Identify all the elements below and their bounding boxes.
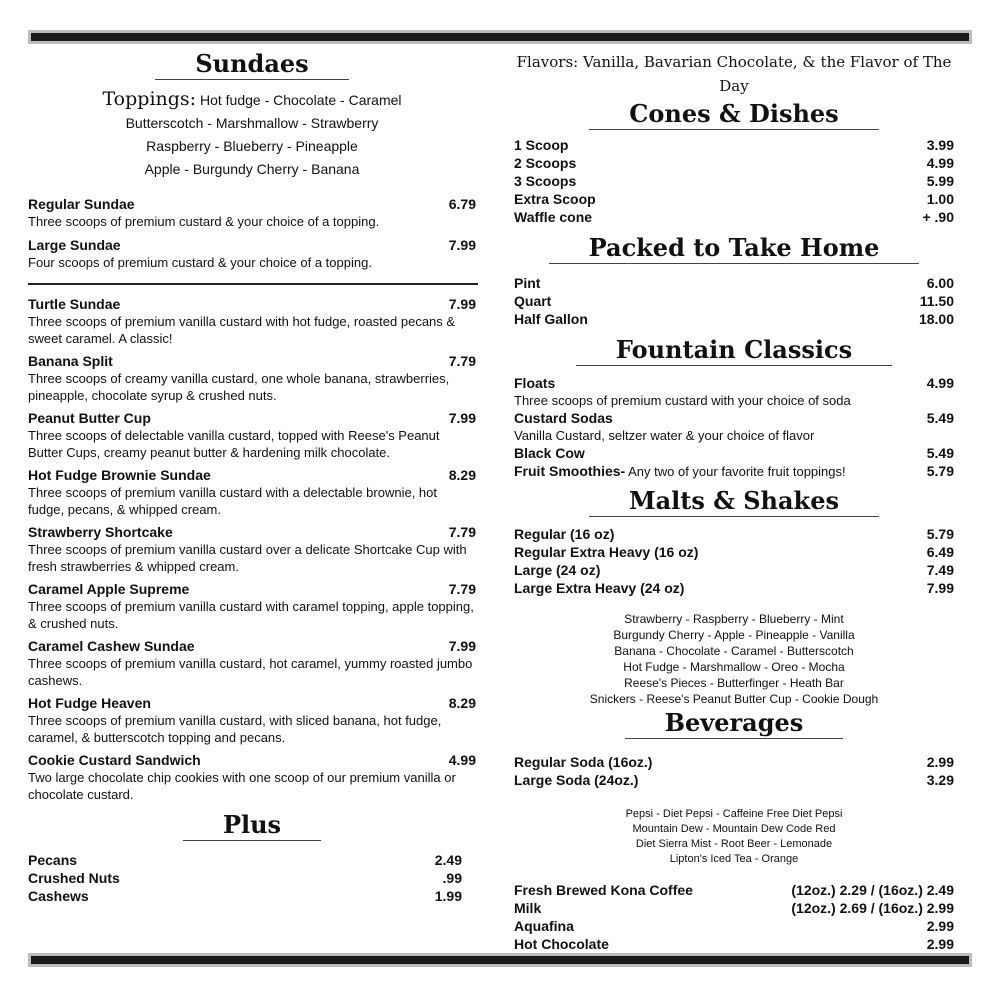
item-price: (12oz.) 2.69 / (16oz.) 2.99 xyxy=(791,900,954,916)
item-name: Floats xyxy=(514,375,556,391)
item-price: 2.99 xyxy=(926,754,954,770)
item-name: Fresh Brewed Kona Coffee xyxy=(514,882,693,898)
beverages-heading xyxy=(514,709,954,739)
bottom-border-bar xyxy=(28,953,972,967)
item-price: 4.99 xyxy=(448,752,476,768)
item-name: Strawberry Shortcake xyxy=(28,524,173,540)
item-price: 4.99 xyxy=(926,155,954,171)
flavor-line: Banana - Chocolate - Caramel - Butterscotch xyxy=(614,644,854,658)
item-price: 5.79 xyxy=(926,526,954,542)
list-item xyxy=(514,444,954,462)
menu-item xyxy=(28,466,476,518)
list-item xyxy=(514,881,954,899)
item-price: 18.00 xyxy=(918,311,954,327)
item-name: Caramel Apple Supreme xyxy=(28,581,190,597)
item-desc: Two large chocolate chip cookies with one scoop of our premium vanilla or chocolate custard. xyxy=(28,770,456,802)
list-item xyxy=(28,887,476,905)
item-price: 3.29 xyxy=(926,772,954,788)
list-item xyxy=(514,409,954,427)
item-name: Pecans xyxy=(28,852,78,868)
item-price: 7.99 xyxy=(926,580,954,596)
item-price: 5.79 xyxy=(926,463,954,479)
item-name: Milk xyxy=(514,900,542,916)
item-price: 7.79 xyxy=(448,581,476,597)
menu-item xyxy=(28,409,476,461)
malts-list xyxy=(514,525,954,597)
section-divider xyxy=(28,283,478,285)
soda-list xyxy=(514,753,954,789)
item-desc: Three scoops of premium vanilla custard with hot fudge, roasted pecans & sweet caramel. A classic! xyxy=(28,314,456,346)
item-name: Turtle Sundae xyxy=(28,296,121,312)
item-name: Crushed Nuts xyxy=(28,870,120,886)
menu-item xyxy=(28,751,476,803)
item-price: 6.00 xyxy=(926,275,954,291)
toppings-line-3: Raspberry - Blueberry - Pineapple xyxy=(146,138,358,154)
packed-heading xyxy=(514,234,954,264)
list-item xyxy=(514,310,954,328)
item-desc: Three scoops of creamy vanilla custard, one whole banana, strawberries, pineapple, chocolate syrup & crushed nuts. xyxy=(28,371,450,403)
menu-item xyxy=(28,195,476,230)
item-name: Hot Fudge Brownie Sundae xyxy=(28,467,211,483)
item-price: 7.99 xyxy=(448,410,476,426)
item-head xyxy=(28,195,476,213)
basic-sundaes xyxy=(28,195,476,271)
flavor-line: Reese's Pieces - Butterfinger - Heath Bar xyxy=(624,676,844,690)
item-name: 2 Scoops xyxy=(514,155,577,171)
item-name: Cookie Custard Sandwich xyxy=(28,752,201,768)
packed-list xyxy=(514,274,954,328)
list-item xyxy=(514,899,954,917)
item-price: 2.49 xyxy=(434,852,462,868)
menu-item xyxy=(28,694,476,746)
list-item xyxy=(514,374,954,392)
item-price: 6.79 xyxy=(448,196,476,212)
soda-line: Lipton's Iced Tea - Orange xyxy=(669,853,799,865)
list-item xyxy=(514,190,954,208)
list-item xyxy=(514,935,954,953)
item-price: 7.99 xyxy=(448,638,476,654)
list-item xyxy=(514,136,954,154)
item-name: Cashews xyxy=(28,888,89,904)
list-item xyxy=(514,561,954,579)
item-price: 5.49 xyxy=(926,410,954,426)
item-name: 1 Scoop xyxy=(514,137,569,153)
toppings-line-1 xyxy=(28,88,476,112)
item-desc: Three scoops of premium vanilla custard with a delectable brownie, hot fudge, pecans, & whipped cream. xyxy=(28,485,437,517)
malts-title: Malts & Shakes xyxy=(589,487,879,517)
item-head xyxy=(28,580,476,598)
item-price: 8.29 xyxy=(448,695,476,711)
item-name: Large Extra Heavy (24 oz) xyxy=(514,580,685,596)
soda-line: Mountain Dew - Mountain Dew Code Red xyxy=(632,823,836,835)
item-price: 7.99 xyxy=(448,296,476,312)
shake-flavors xyxy=(514,611,954,707)
item-price: 3.99 xyxy=(926,137,954,153)
list-item xyxy=(514,771,954,789)
item-desc: Three scoops of premium custard with your choice of soda xyxy=(514,393,851,408)
list-item xyxy=(514,917,954,935)
menu-item xyxy=(28,580,476,632)
item-price: 1.00 xyxy=(926,191,954,207)
soda-line: Pepsi - Diet Pepsi - Caffeine Free Diet Pepsi xyxy=(625,808,843,820)
item-name: Regular (16 oz) xyxy=(514,526,615,542)
soda-flavors xyxy=(514,807,954,867)
item-name: Large Sundae xyxy=(28,237,121,253)
item-desc: Any two of your favorite fruit toppings! xyxy=(625,464,846,479)
list-item xyxy=(514,543,954,561)
sundaes-heading xyxy=(28,50,476,80)
menu-item xyxy=(28,637,476,689)
left-column xyxy=(28,50,476,905)
menu-item xyxy=(28,236,476,271)
item-price: 4.99 xyxy=(926,375,954,391)
right-column xyxy=(514,50,954,971)
item-name: Regular Soda (16oz.) xyxy=(514,754,653,770)
item-name: 3 Scoops xyxy=(514,173,577,189)
smoothie-label xyxy=(514,462,846,481)
item-desc: Three scoops of premium vanilla custard over a delicate Shortcake Cup with fresh strawberries & whipped cream. xyxy=(28,542,467,574)
item-head xyxy=(28,751,476,769)
list-item xyxy=(514,462,954,481)
item-name: Large (24 oz) xyxy=(514,562,601,578)
list-item xyxy=(514,172,954,190)
fountain-title: Fountain Classics xyxy=(576,336,892,366)
item-price: 2.99 xyxy=(926,936,954,952)
item-price: + .90 xyxy=(922,209,954,225)
item-desc: Three scoops of delectable vanilla custard, topped with Reese's Peanut Butter Cups, creamy peanut butter & hardening milk chocolate. xyxy=(28,428,440,460)
malts-heading xyxy=(514,487,954,517)
item-price: 11.50 xyxy=(919,293,954,309)
cones-title: Cones & Dishes xyxy=(589,100,878,130)
soda-line: Diet Sierra Mist - Root Beer - Lemonade xyxy=(635,838,833,850)
item-name: Black Cow xyxy=(514,445,585,461)
item-name: Quart xyxy=(514,293,552,309)
item-desc: Three scoops of premium custard & your choice of a topping. xyxy=(28,214,380,229)
cones-heading xyxy=(514,100,954,130)
list-item xyxy=(514,525,954,543)
item-desc: Three scoops of premium vanilla custard, hot caramel, yummy roasted jumbo cashews. xyxy=(28,656,473,688)
toppings-line-4: Apple - Burgundy Cherry - Banana xyxy=(144,161,360,177)
item-price: 6.49 xyxy=(926,544,954,560)
item-name: Pint xyxy=(514,275,541,291)
cones-list xyxy=(514,136,954,226)
item-name: Banana Split xyxy=(28,353,113,369)
item-desc: Four scoops of premium custard & your choice of a topping. xyxy=(28,255,372,270)
item-name: Caramel Cashew Sundae xyxy=(28,638,195,654)
top-border-bar xyxy=(28,30,972,44)
plus-title: Plus xyxy=(183,811,321,841)
plus-list xyxy=(28,851,476,905)
item-head xyxy=(28,352,476,370)
item-head xyxy=(28,637,476,655)
toppings-block xyxy=(28,88,476,181)
item-price: 5.49 xyxy=(926,445,954,461)
item-head xyxy=(28,409,476,427)
list-item xyxy=(514,753,954,771)
list-item xyxy=(514,274,954,292)
item-price: 2.99 xyxy=(926,918,954,934)
item-name: Regular Sundae xyxy=(28,196,135,212)
toppings-line-2: Butterscotch - Marshmallow - Strawberry xyxy=(125,115,379,131)
item-head xyxy=(28,466,476,484)
item-desc: Three scoops of premium vanilla custard, with sliced banana, hot fudge, caramel, & butterscotch topping and pecans. xyxy=(28,713,442,745)
flavors-line: Flavors: Vanilla, Bavarian Chocolate, & the Flavor of The Day xyxy=(516,53,952,95)
list-item xyxy=(514,292,954,310)
item-desc: Vanilla Custard, seltzer water & your choice of flavor xyxy=(514,428,815,443)
sundaes-title: Sundaes xyxy=(155,50,348,80)
item-price: 8.29 xyxy=(448,467,476,483)
packed-title: Packed to Take Home xyxy=(549,234,920,264)
item-name: Hot Fudge Heaven xyxy=(28,695,151,711)
list-item xyxy=(514,208,954,226)
item-price: 7.49 xyxy=(926,562,954,578)
fountain-heading xyxy=(514,336,954,366)
item-name: Peanut Butter Cup xyxy=(28,410,151,426)
item-name: Half Gallon xyxy=(514,311,588,327)
item-name: Fruit Smoothies- xyxy=(514,463,626,479)
flavor-line: Snickers - Reese's Peanut Butter Cup - Cookie Dough xyxy=(589,692,879,706)
item-name: Custard Sodas xyxy=(514,410,613,426)
list-item xyxy=(514,579,954,597)
fountain-list xyxy=(514,374,954,481)
item-name: Regular Extra Heavy (16 oz) xyxy=(514,544,699,560)
item-name: Aquafina xyxy=(514,918,574,934)
item-price: 5.99 xyxy=(926,173,954,189)
list-item xyxy=(28,869,476,887)
menu-item xyxy=(28,352,476,404)
menu-item xyxy=(28,523,476,575)
item-price: .99 xyxy=(442,870,462,886)
item-name: Waffle cone xyxy=(514,209,593,225)
specialty-sundaes xyxy=(28,295,476,803)
item-head xyxy=(28,236,476,254)
item-price: 7.99 xyxy=(448,237,476,253)
plus-heading xyxy=(28,811,476,841)
item-head xyxy=(28,295,476,313)
flavor-line: Burgundy Cherry - Apple - Pineapple - Vanilla xyxy=(613,628,855,642)
item-name: Hot Chocolate xyxy=(514,936,609,952)
item-head xyxy=(28,523,476,541)
toppings-lead: Toppings: xyxy=(102,88,197,110)
list-item xyxy=(514,154,954,172)
item-name: Large Soda (24oz.) xyxy=(514,772,639,788)
beverages-title: Beverages xyxy=(625,709,844,739)
flavor-line: Strawberry - Raspberry - Blueberry - Mint xyxy=(624,612,844,626)
flavor-line: Hot Fudge - Marshmallow - Oreo - Mocha xyxy=(623,660,845,674)
item-head xyxy=(28,694,476,712)
item-price: 7.79 xyxy=(448,353,476,369)
item-desc: Three scoops of premium vanilla custard with caramel topping, apple topping, & crushed nuts. xyxy=(28,599,474,631)
list-item xyxy=(28,851,476,869)
toppings-text-1: Hot fudge - Chocolate - Caramel xyxy=(199,92,402,108)
item-price: 7.79 xyxy=(448,524,476,540)
item-price: (12oz.) 2.29 / (16oz.) 2.49 xyxy=(791,882,954,898)
item-name: Extra Scoop xyxy=(514,191,596,207)
item-price: 1.99 xyxy=(434,888,462,904)
menu-item xyxy=(28,295,476,347)
